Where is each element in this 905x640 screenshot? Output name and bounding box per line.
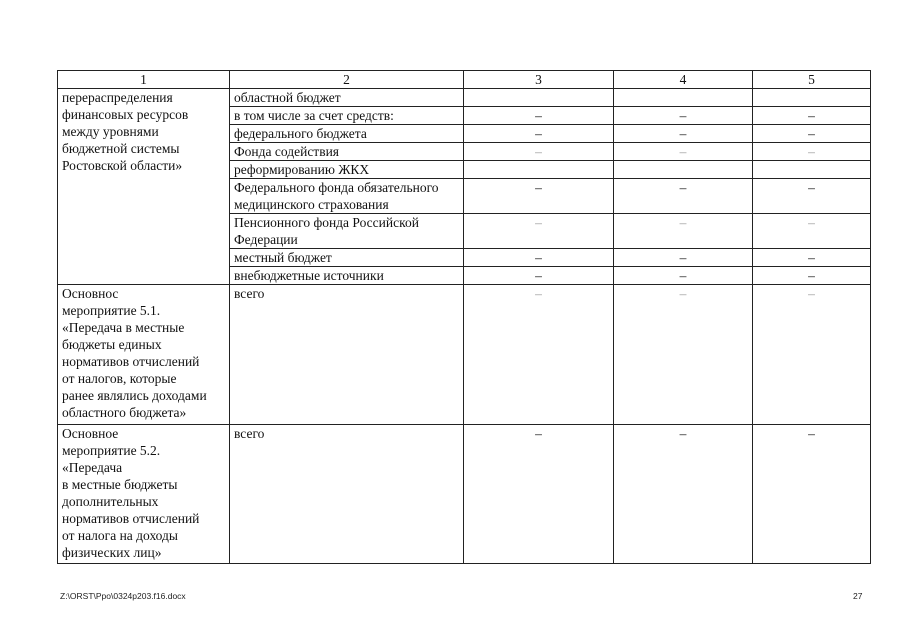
table-row [58,89,871,107]
value-cell [464,161,614,179]
value-cell: – [464,267,614,285]
source-cell: Федерального фонда обязательного медицинского страхования [230,179,464,214]
table-row [58,425,871,564]
value-cell: – [464,214,614,249]
value-cell: – [614,143,753,161]
header-col-1: 1 [58,71,230,89]
file-path: Z:\ORST\Ppo\0324p203.f16.docx [60,591,186,601]
measure-title-cell: перераспределения финансовых ресурсов между уровнями бюджетной системы Ростовской области» [58,89,230,285]
value-cell: – [753,125,871,143]
value-cell: – [464,125,614,143]
value-cell: – [614,107,753,125]
value-cell: – [614,425,753,564]
value-cell: – [753,285,871,425]
value-cell: – [614,285,753,425]
value-cell: – [614,125,753,143]
header-row [58,71,871,89]
value-cell: – [464,107,614,125]
source-cell: реформированию ЖКХ [230,161,464,179]
source-cell: всего [230,285,464,425]
value-cell: – [464,285,614,425]
measure-title-cell: Основное мероприятие 5.2. «Передача в местные бюджеты дополнительных нормативов отчислений от налога на доходы физических лиц» [58,425,230,564]
value-cell: – [753,143,871,161]
value-cell: – [614,249,753,267]
value-cell: – [753,249,871,267]
table-row [58,285,871,425]
value-cell: – [753,179,871,214]
value-cell [464,89,614,107]
header-col-5: 5 [753,71,871,89]
value-cell: – [464,179,614,214]
value-cell [614,161,753,179]
header-col-3: 3 [464,71,614,89]
source-cell: областной бюджет [230,89,464,107]
source-cell: федерального бюджета [230,125,464,143]
page-number: 27 [853,591,863,601]
value-cell: – [753,267,871,285]
source-cell: местный бюджет [230,249,464,267]
header-col-2: 2 [230,71,464,89]
budget-table [57,70,871,564]
value-cell: – [464,143,614,161]
value-cell [614,89,753,107]
value-cell: – [614,179,753,214]
value-cell [753,161,871,179]
source-cell: Фонда содействия [230,143,464,161]
value-cell: – [614,267,753,285]
value-cell: – [614,214,753,249]
value-cell: – [753,214,871,249]
source-cell: всего [230,425,464,564]
value-cell: – [753,107,871,125]
value-cell: – [753,425,871,564]
measure-title-cell: Основнос мероприятие 5.1. «Передача в местные бюджеты единых нормативов отчислений от налогов, которые ранее являлись доходами областного бюджета» [58,285,230,425]
value-cell: – [464,249,614,267]
source-cell: в том числе за счет средств: [230,107,464,125]
header-col-4: 4 [614,71,753,89]
value-cell: – [464,425,614,564]
source-cell: внебюджетные источники [230,267,464,285]
source-cell: Пенсионного фонда Российской Федерации [230,214,464,249]
value-cell [753,89,871,107]
